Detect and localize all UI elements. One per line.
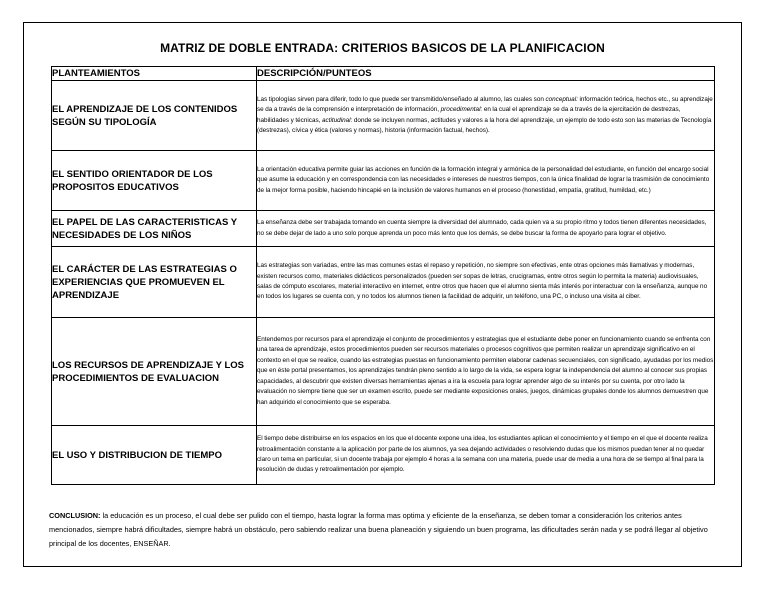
conclusion-paragraph <box>49 509 724 551</box>
planteamiento-cell: EL CARÁCTER DE LAS ESTRATEGIAS O EXPERIENCIAS QUE PROMUEVEN EL APRENDIZAJE <box>52 247 257 318</box>
descripcion-cell: La enseñanza debe ser trabajada tomando en cuenta siempre la diversidad del alumnado, cada quien va a su propio ritmo y todos tienen diferentes necesidades, no se debe dejar de lado a uno solo porque aprenda un poco más lento que los demás, se debe buscar la forma de apoyarlo para lograr el objetivo. <box>257 211 715 247</box>
conclusion-label: CONCLUSION: <box>49 511 101 520</box>
descripcion-cell <box>257 81 715 151</box>
matrix-table <box>51 66 715 485</box>
planteamiento-cell: LOS RECURSOS DE APRENDIZAJE Y LOS PROCEDIMIENTOS DE EVALUACION <box>52 318 257 426</box>
table-row <box>52 426 715 485</box>
document-title: MATRIZ DE DOBLE ENTRADA: CRITERIOS BASICOS DE LA PLANIFICACION <box>160 41 605 55</box>
descripcion-cell: Entendemos por recursos para el aprendizaje el conjunto de procedimientos y estrategias que el estudiante debe poner en funcionamiento cuando se enfrenta con una tarea de aprendizaje, estos procedimientos pueden ser recursos materiales o procesos cognitivos que permiten realizar un aprendizaje significativo en el contexto en el que se realice, cuando las estrategias puestas en funcionamiento permiten elaborar cadenas secuenciales, con significado, ayudadas por los medios que en éste portal presentamos, los aprendizajes tendrán pleno sentido a lo largo de la vida, se espera lograr la independencia del alumno al conocer sus propias capacidades, al descubrir que existen diversas herramientas ajenas a ira la escuela para lograr aprender algo de su interés por su cuenta, por otro lado la evaluación no siempre tiene que ser un examen escrito, puede ser mediante exposiciones orales, juegos, dinámicas grupales donde los alumnos demuestren que han adquirido el conocimiento que se esperaba. <box>257 318 715 426</box>
desc-term-conceptual: conceptual: <box>545 95 578 103</box>
descripcion-cell: El tiempo debe distribuirse en los espacios en los que el docente expone una idea, los estudiantes aplican el conocimiento y el tiempo en el que el docente realiza retroalimentación constante a la aplicación por parte de los alumnos, ya sea dejando actividades o resolviendo dudas que los mismos puedan tener al no quedar claro un tema en particular, si un docente trabaja por ejemplo 4 horas a la semana con una materia, puede usar de media a una hora de se tiempo al final para la resolución de dudas y retroalimentación por ejemplo. <box>257 426 715 485</box>
desc-text: donde se incluyen normas, actitudes y valores a la hora del aprendizaje, un ejemplo de todo esto son las materias de Tecnología (destrezas), cívica y ética (valores y normas), historia (información factual, hechos). <box>257 116 712 134</box>
desc-term-procedimental: procedimental: <box>440 106 483 114</box>
conclusion-text: la educación es un proceso, el cual debe ser pulido con el tiempo, hasta lograr la forma mas optima y eficiente de la enseñanza, se deben tomar a consideración los criterios antes mencionados, siempre habrá dificultades, siempre habrá un obstáculo, pero sabiendo realizar una buena planeación y siguiendo un buen programa, las dificultades serán nada y se podrá llegar al objetivo principal de los docentes, ENSEÑAR. <box>49 511 708 548</box>
planteamiento-cell: EL PAPEL DE LAS CARACTERISTICAS Y NECESIDADES DE LOS NIÑOS <box>52 211 257 247</box>
header-descripcion: DESCRIPCIÓN/PUNTEOS <box>257 67 715 81</box>
planteamiento-cell: EL USO Y DISTRIBUCION DE TIEMPO <box>52 426 257 485</box>
table-header-row <box>52 67 715 81</box>
table-row <box>52 81 715 151</box>
table-row <box>52 318 715 426</box>
desc-text: en la cual el aprendizaje se da a través de la ejercitación de destrezas, habilidades y técnicas, <box>257 106 681 124</box>
descripcion-cell: Las estrategias son variadas, entre las mas comunes estas el repaso y repetición, no siempre son efectivas, ente otras opciones más llamativas y modernas, existen recursos como, materiales didácticos personalizados (pueden ser sopas de letras, crucigramas, entre otros según lo permita la materia) audiovisuales, salas de cómputo escolares, material interactivo en internet, entre otros que hacen que el alumno sienta más interés por interactuar con la enseñanza, aunque no en todos los lugares se cuenta con, y no todos los alumnos tienen la facilidad de adquirir, un teléfono, una PC, o incluso una visita al ciber. <box>257 247 715 318</box>
planteamiento-cell: EL APRENDIZAJE DE LOS CONTENIDOS SEGÚN SU TIPOLOGÍA <box>52 81 257 151</box>
planteamiento-cell: EL SENTIDO ORIENTADOR DE LOS PROPOSITOS EDUCATIVOS <box>52 151 257 211</box>
desc-text: Las tipologías sirven para diferir, todo lo que puede ser transmitido/enseñado al alumno, las cuales son <box>257 95 546 103</box>
table-row <box>52 247 715 318</box>
table-row <box>52 151 715 211</box>
desc-term-actitudinal: actitudinal: <box>322 116 353 124</box>
desc-text: información teórica, hechos etc., su aprendizaje se da a través de la comprensión e interpretación de información, <box>257 95 713 114</box>
descripcion-cell: La orientación educativa permite guiar las acciones en función de la formación integral y armónica de la personalidad del estudiante, en función del encargo social que asume la educación y en correspondencia con las necesidades e intereses de nuestros tiempos, con la única finalidad de lograr la trasmisión de conocimiento de la mejor forma posible, haciendo hincapié en la inclusión de valores humanos en el proceso (honestidad, empatía, gratitud, humildad, etc.) <box>257 151 715 211</box>
header-planteamientos: PLANTEAMIENTOS <box>52 67 257 81</box>
table-row <box>52 211 715 247</box>
